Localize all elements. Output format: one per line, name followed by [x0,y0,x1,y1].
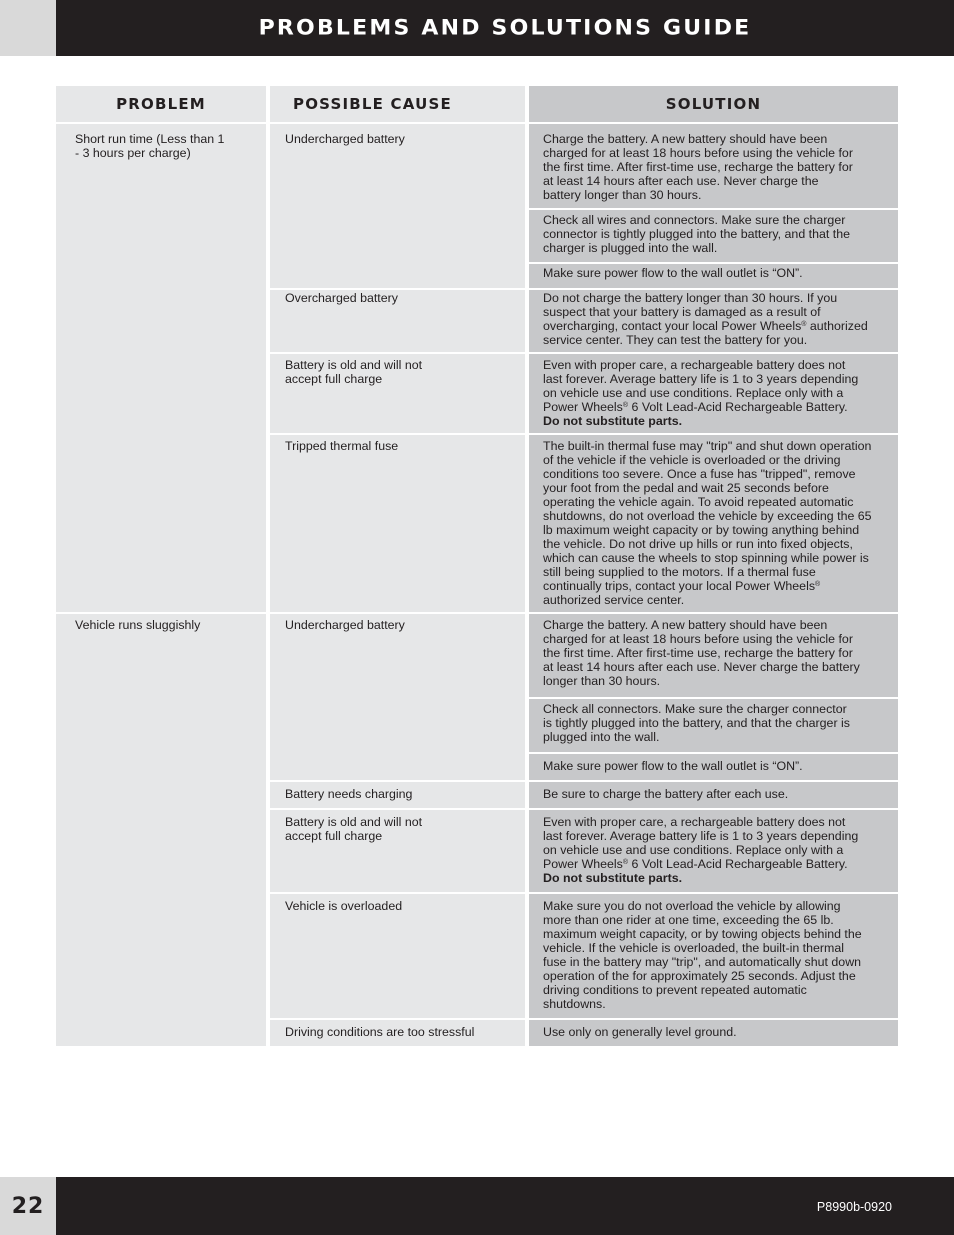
page-number: 22 [11,1193,45,1219]
cause-text: Undercharged battery [285,618,405,632]
document-code: P8990b-0920 [816,1200,892,1214]
row-divider [270,352,898,354]
cause-text: Battery is old and will not accept full charge [285,815,423,843]
solution-text: Check all connectors. Make sure the charger connector is tightly plugged into the battery, and that the charger is plugged into the wall. [543,702,850,744]
solution-text: Make sure you do not overload the vehicle by allowing more than one rider at one time, exceeding the 65 lb. maximum weight capacity, or by towing objects behind the vehicle. If the vehicle is overloaded, the built-in thermal fuse in the battery may "trip", and automatically shut down operation of the for approximately 25 seconds. Adjust the driving conditions to prevent repeated automatic shutdowns. [543,899,862,1011]
header-tab [0,0,56,56]
row-divider [56,612,898,614]
row-divider [270,808,898,810]
title-bar [56,0,954,56]
problem-runs-sluggishly: Vehicle runs sluggishly [75,618,201,632]
solution-divider [529,208,898,210]
cause-text: Overcharged battery [285,291,398,305]
cause-text: Battery needs charging [285,787,413,801]
problem-column [56,86,266,1046]
page-number-tab [0,1177,56,1235]
row-divider [270,892,898,894]
cause-text: Vehicle is overloaded [285,899,403,913]
header-divider [56,122,898,124]
problem-short-run-time: Short run time (Less than 1 - 3 hours per charge) [75,132,225,160]
solution-text: Make sure power flow to the wall outlet is “ON”. [543,759,803,773]
page-title: PROBLEMS AND SOLUTIONS GUIDE [258,16,752,40]
solution-text: Charge the battery. A new battery should have been charged for at least 18 hours before using the vehicle for the first time. After first-time use, recharge the battery for at least 14 hours after each use. Never charge the battery longer than 30 hours. [543,618,860,688]
cause-text: Undercharged battery [285,132,405,146]
solution-text: Make sure power flow to the wall outlet is “ON”. [543,266,803,280]
header-problem: PROBLEM [116,95,206,113]
solution-text: Even with proper care, a rechargeable battery does not last forever. Average battery life is 1 to 3 years depending on vehicle use and use conditions. Replace only with a Power Wheels® 6 Volt Lead-Acid Rechargeable Battery. Do not substitute parts. [543,358,859,428]
solution-text: The built-in thermal fuse may "trip" and shut down operation of the vehicle if the vehicle is overloaded or the driving conditions too severe. Once a fuse has "tripped", remove your foot from the pedal and wait 25 seconds before operating the vehicle again. To avoid repeated automatic shutdowns, do not overload the vehicle by exceeding the 65 lb maximum weight capacity or by towing anything behind the vehicle. Do not drive up hills or run into fixed objects, which can cause the wheels to stop spinning while power is still being supplied to the motors. If a thermal fuse continually trips, contact your local Power Wheels® authorized service center. [543,439,872,607]
solution-text: Even with proper care, a rechargeable battery does not last forever. Average battery life is 1 to 3 years depending on vehicle use and use conditions. Replace only with a Power Wheels® 6 Volt Lead-Acid Rechargeable Battery. Do not substitute parts. [543,815,859,885]
solution-text: Check all wires and connectors. Make sure the charger connector is tightly plugged into the battery, and that the charger is plugged into the wall. [543,213,850,255]
row-divider [270,433,898,435]
solution-text: Do not charge the battery longer than 30 hours. If you suspect that your battery is damaged as a result of overcharging, contact your local Power Wheels® authorized service center. They can test the battery for you. [543,291,868,347]
cause-text: Battery is old and will not accept full charge [285,358,423,386]
solution-divider [529,262,898,264]
solution-divider [529,697,898,699]
row-divider [270,780,898,782]
solution-text: Use only on generally level ground. [543,1025,737,1039]
solution-text: Be sure to charge the battery after each use. [543,787,789,801]
solution-divider [529,752,898,754]
cause-text: Tripped thermal fuse [285,439,399,453]
header-cause: POSSIBLE CAUSE [293,95,452,113]
row-divider [270,288,898,290]
cause-text: Driving conditions are too stressful [285,1025,475,1039]
row-divider [270,1018,898,1020]
header-solution: SOLUTION [665,95,762,113]
solution-text: Charge the battery. A new battery should have been charged for at least 18 hours before using the vehicle for the first time. After first-time use, recharge the battery for at least 14 hours after each use. Never charge the battery longer than 30 hours. [543,132,853,202]
